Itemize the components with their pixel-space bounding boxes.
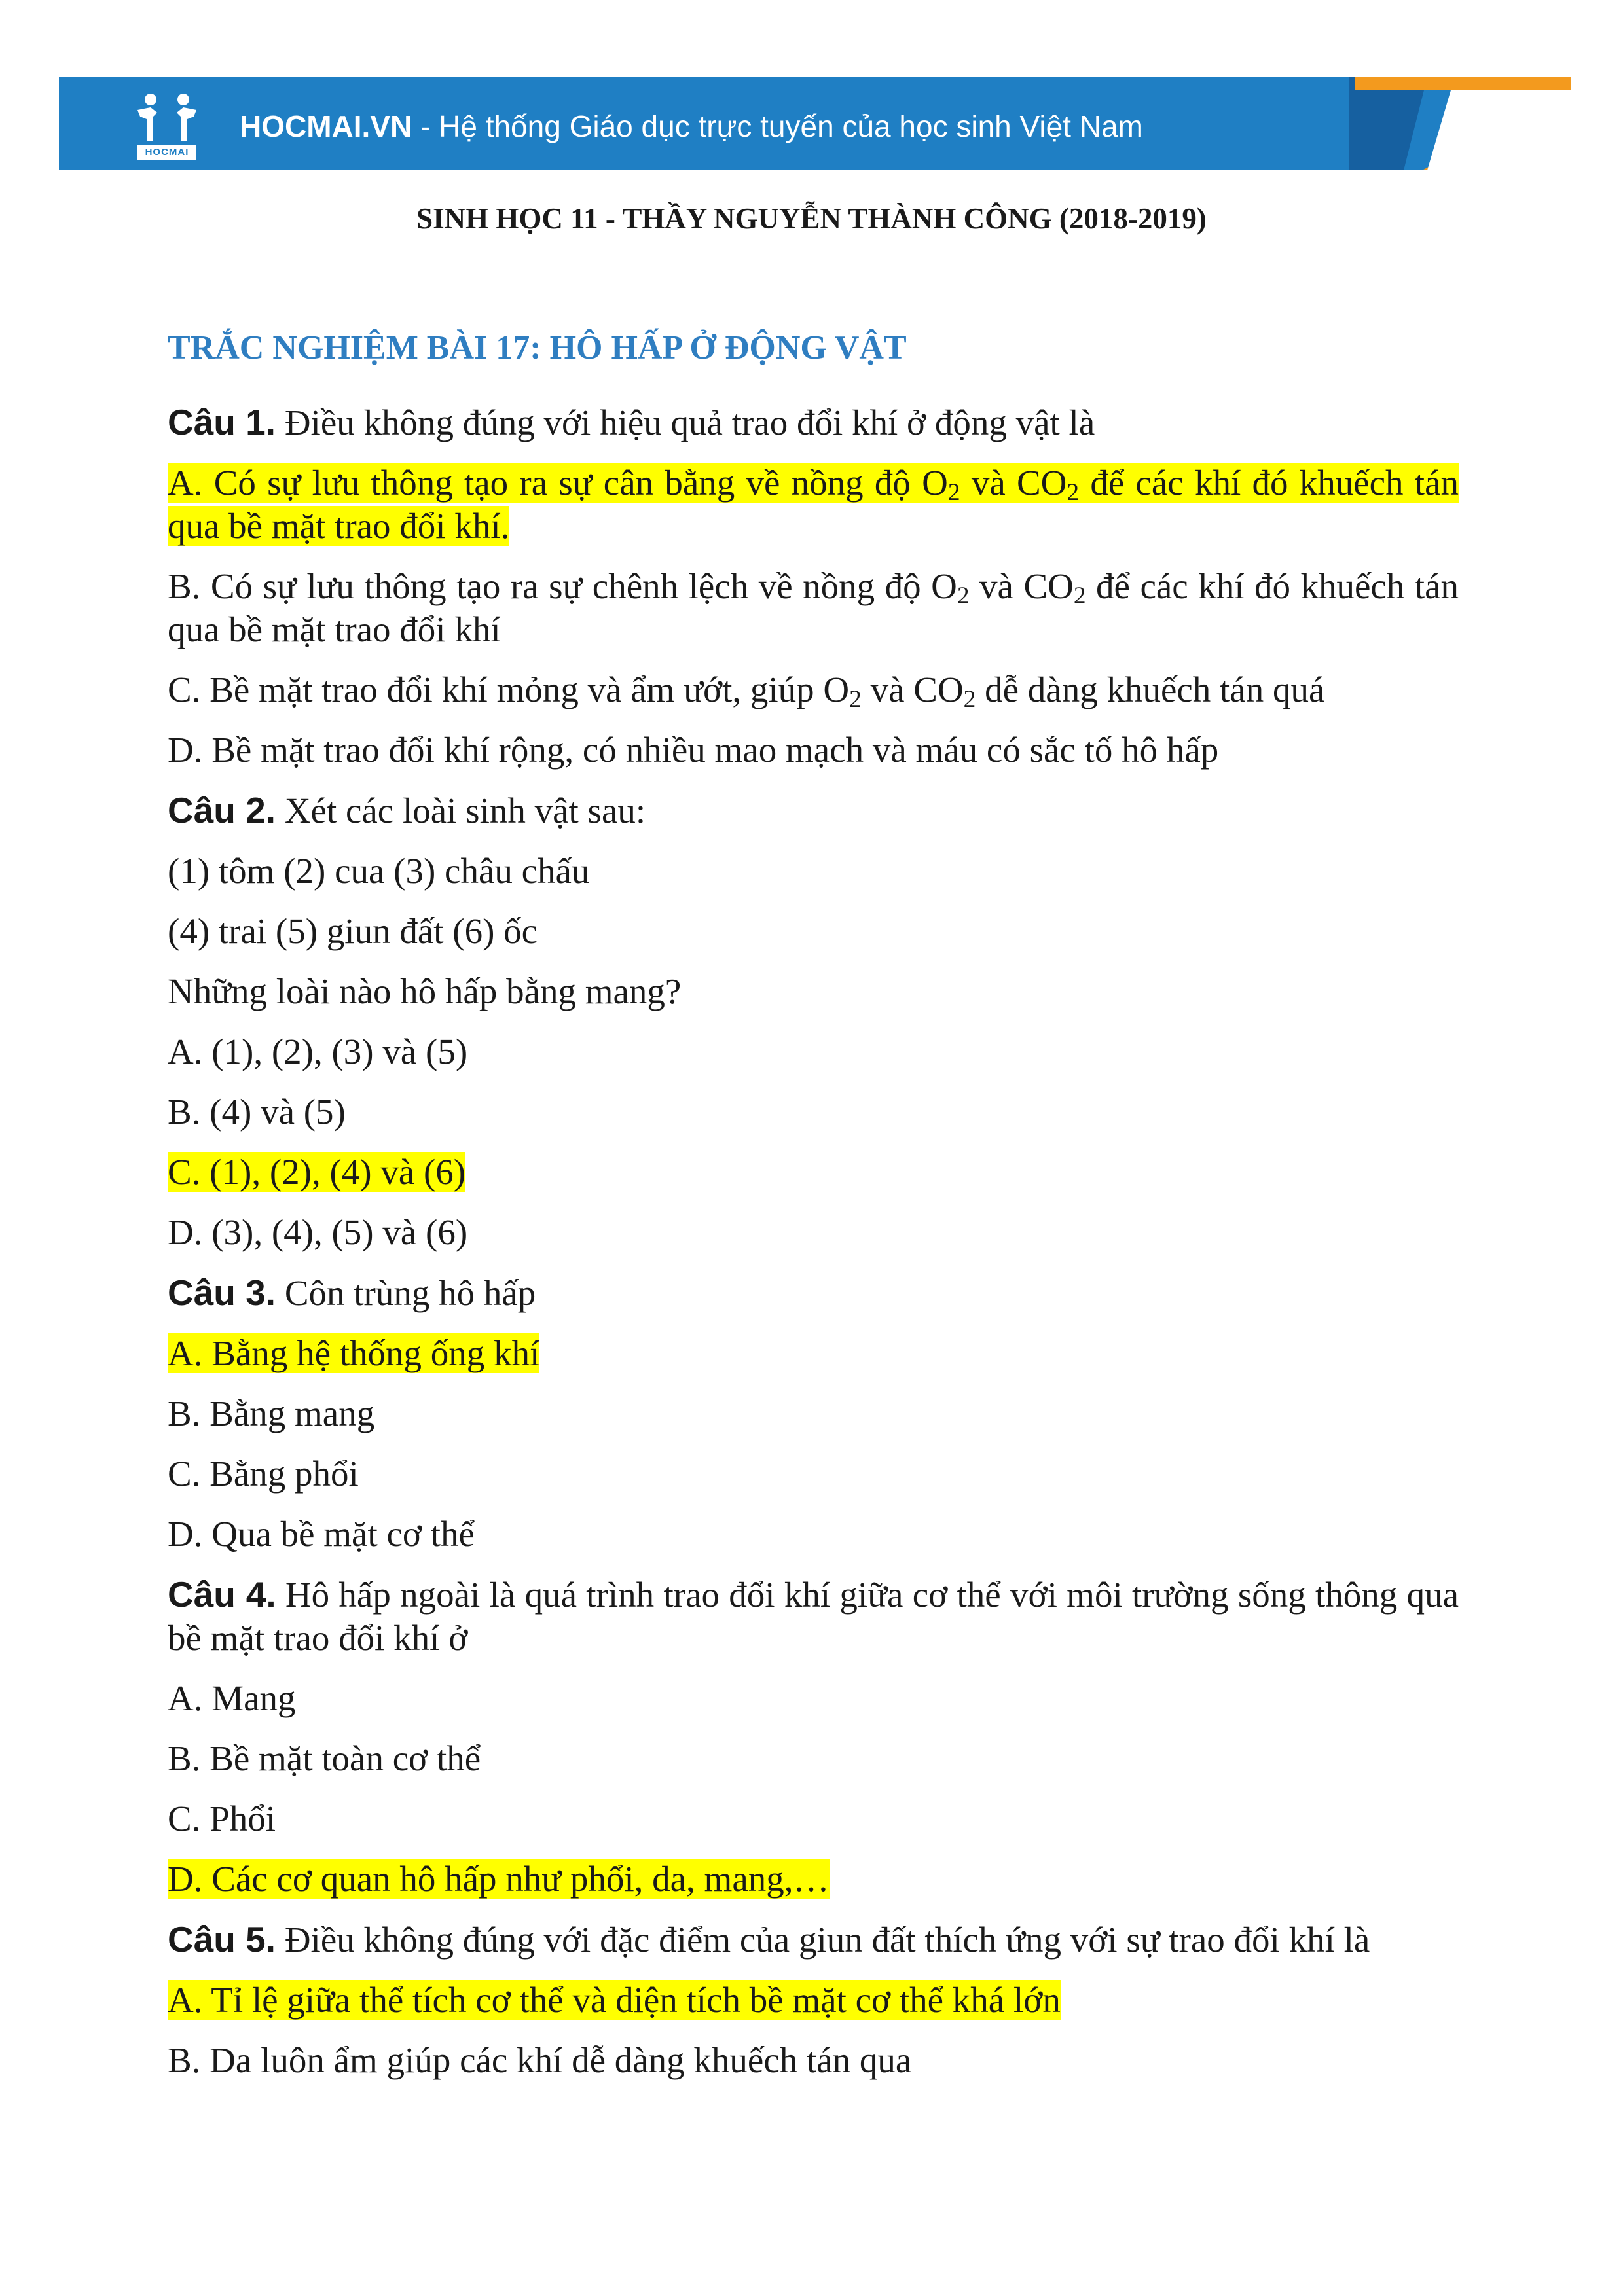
question-3	[168, 1271, 1459, 1315]
answer-option	[168, 668, 1459, 711]
correct-answer-highlight: C. (1), (2), (4) và (6)	[168, 1152, 466, 1192]
question-list	[168, 401, 1459, 2099]
correct-answer-highlight: A. Tỉ lệ giữa thể tích cơ thể và diện tích bề mặt cơ thể khá lớn	[168, 1980, 1061, 2020]
site-tagline	[240, 109, 1143, 144]
option-text: C. Bề mặt trao đổi khí mỏng và ẩm ướt, giúp O	[168, 670, 850, 709]
question-4	[168, 1573, 1459, 1660]
subscript: 2	[1067, 479, 1080, 507]
option-text: dễ dàng khuếch tán quá	[976, 670, 1325, 709]
species-list-line: (4) trai (5) giun đất (6) ốc	[168, 911, 538, 951]
question-label: Câu 2.	[168, 790, 276, 831]
answer-option: A. (1), (2), (3) và (5)	[168, 1031, 468, 1071]
answer-option	[168, 461, 1459, 548]
question-text: Điều không đúng với hiệu quả trao đổi khí ở động vật là	[276, 403, 1095, 442]
species-list-line: (1) tôm (2) cua (3) châu chấu	[168, 851, 590, 891]
tagline-text: - Hệ thống Giáo dục trực tuyến của học sinh Việt Nam	[412, 109, 1143, 143]
question-prompt: Những loài nào hô hấp bằng mang?	[168, 971, 682, 1011]
answer-option	[168, 1332, 1459, 1375]
question-text: Xét các loài sinh vật sau:	[276, 791, 646, 831]
option-text: để các khí đó khuếch tán qua bề mặt trao đổi khí.	[168, 463, 1459, 546]
question-1	[168, 401, 1459, 444]
answer-option	[168, 1979, 1459, 2022]
question-text: Điều không đúng với đặc điểm của giun đất thích ứng với sự trao đổi khí là	[276, 1920, 1370, 1960]
subscript: 2	[1073, 583, 1086, 610]
question-label: Câu 1.	[168, 402, 276, 442]
option-text: và CO	[960, 463, 1067, 503]
correct-answer-highlight	[168, 463, 1459, 546]
subscript: 2	[849, 686, 862, 713]
banner-corner	[1427, 77, 1623, 170]
option-text: và CO	[969, 566, 1074, 606]
option-text: và CO	[861, 670, 964, 709]
subscript: 2	[957, 583, 970, 610]
brand-name: HOCMAI.VN	[240, 109, 412, 143]
question-label: Câu 5.	[168, 1919, 276, 1960]
subscript: 2	[947, 479, 960, 507]
answer-option	[168, 1151, 1459, 1194]
answer-option: B. (4) và (5)	[168, 1092, 346, 1132]
correct-answer-highlight: D. Các cơ quan hô hấp như phổi, da, mang,…	[168, 1859, 830, 1899]
answer-option: D. Qua bề mặt cơ thể	[168, 1514, 475, 1554]
answer-option: B. Bề mặt toàn cơ thể	[168, 1738, 481, 1778]
answer-option	[168, 565, 1459, 651]
option-text: A. Có sự lưu thông tạo ra sự cân bằng về nồng độ O	[168, 463, 948, 503]
correct-answer-highlight: A. Bằng hệ thống ống khí	[168, 1333, 540, 1373]
answer-option: A. Mang	[168, 1678, 296, 1718]
answer-option: C. Bằng phổi	[168, 1454, 359, 1494]
question-text: Côn trùng hô hấp	[276, 1273, 536, 1313]
question-5	[168, 1918, 1459, 1962]
option-text: B. Có sự lưu thông tạo ra sự chênh lệch về nồng độ O	[168, 566, 957, 606]
answer-option: C. Phổi	[168, 1799, 276, 1839]
lesson-title: TRẮC NGHIỆM BÀI 17: HÔ HẤP Ở ĐỘNG VẬT	[168, 329, 907, 367]
question-2	[168, 789, 1459, 833]
question-label: Câu 4.	[168, 1574, 276, 1615]
question-label: Câu 3.	[168, 1272, 276, 1313]
answer-option	[168, 1857, 1459, 1901]
subscript: 2	[963, 686, 976, 713]
logo-label: HOCMAI	[137, 145, 196, 160]
course-title: SINH HỌC 11 - THẦY NGUYỄN THÀNH CÔNG (2018-2019)	[416, 202, 1207, 235]
answer-option: B. Da luôn ẩm giúp các khí dễ dàng khuếch tán qua	[168, 2040, 912, 2080]
question-text: Hô hấp ngoài là quá trình trao đổi khí giữa cơ thể với môi trường sống thông qua bề mặt trao đổi khí ở	[168, 1575, 1459, 1658]
answer-option: D. Bề mặt trao đổi khí rộng, có nhiều mao mạch và máu có sắc tố hô hấp	[168, 730, 1219, 770]
answer-option: B. Bằng mang	[168, 1393, 375, 1433]
option-text: để các khí đó khuếch tán qua bề mặt trao đổi khí	[168, 566, 1459, 649]
answer-option: D. (3), (4), (5) và (6)	[168, 1212, 468, 1252]
